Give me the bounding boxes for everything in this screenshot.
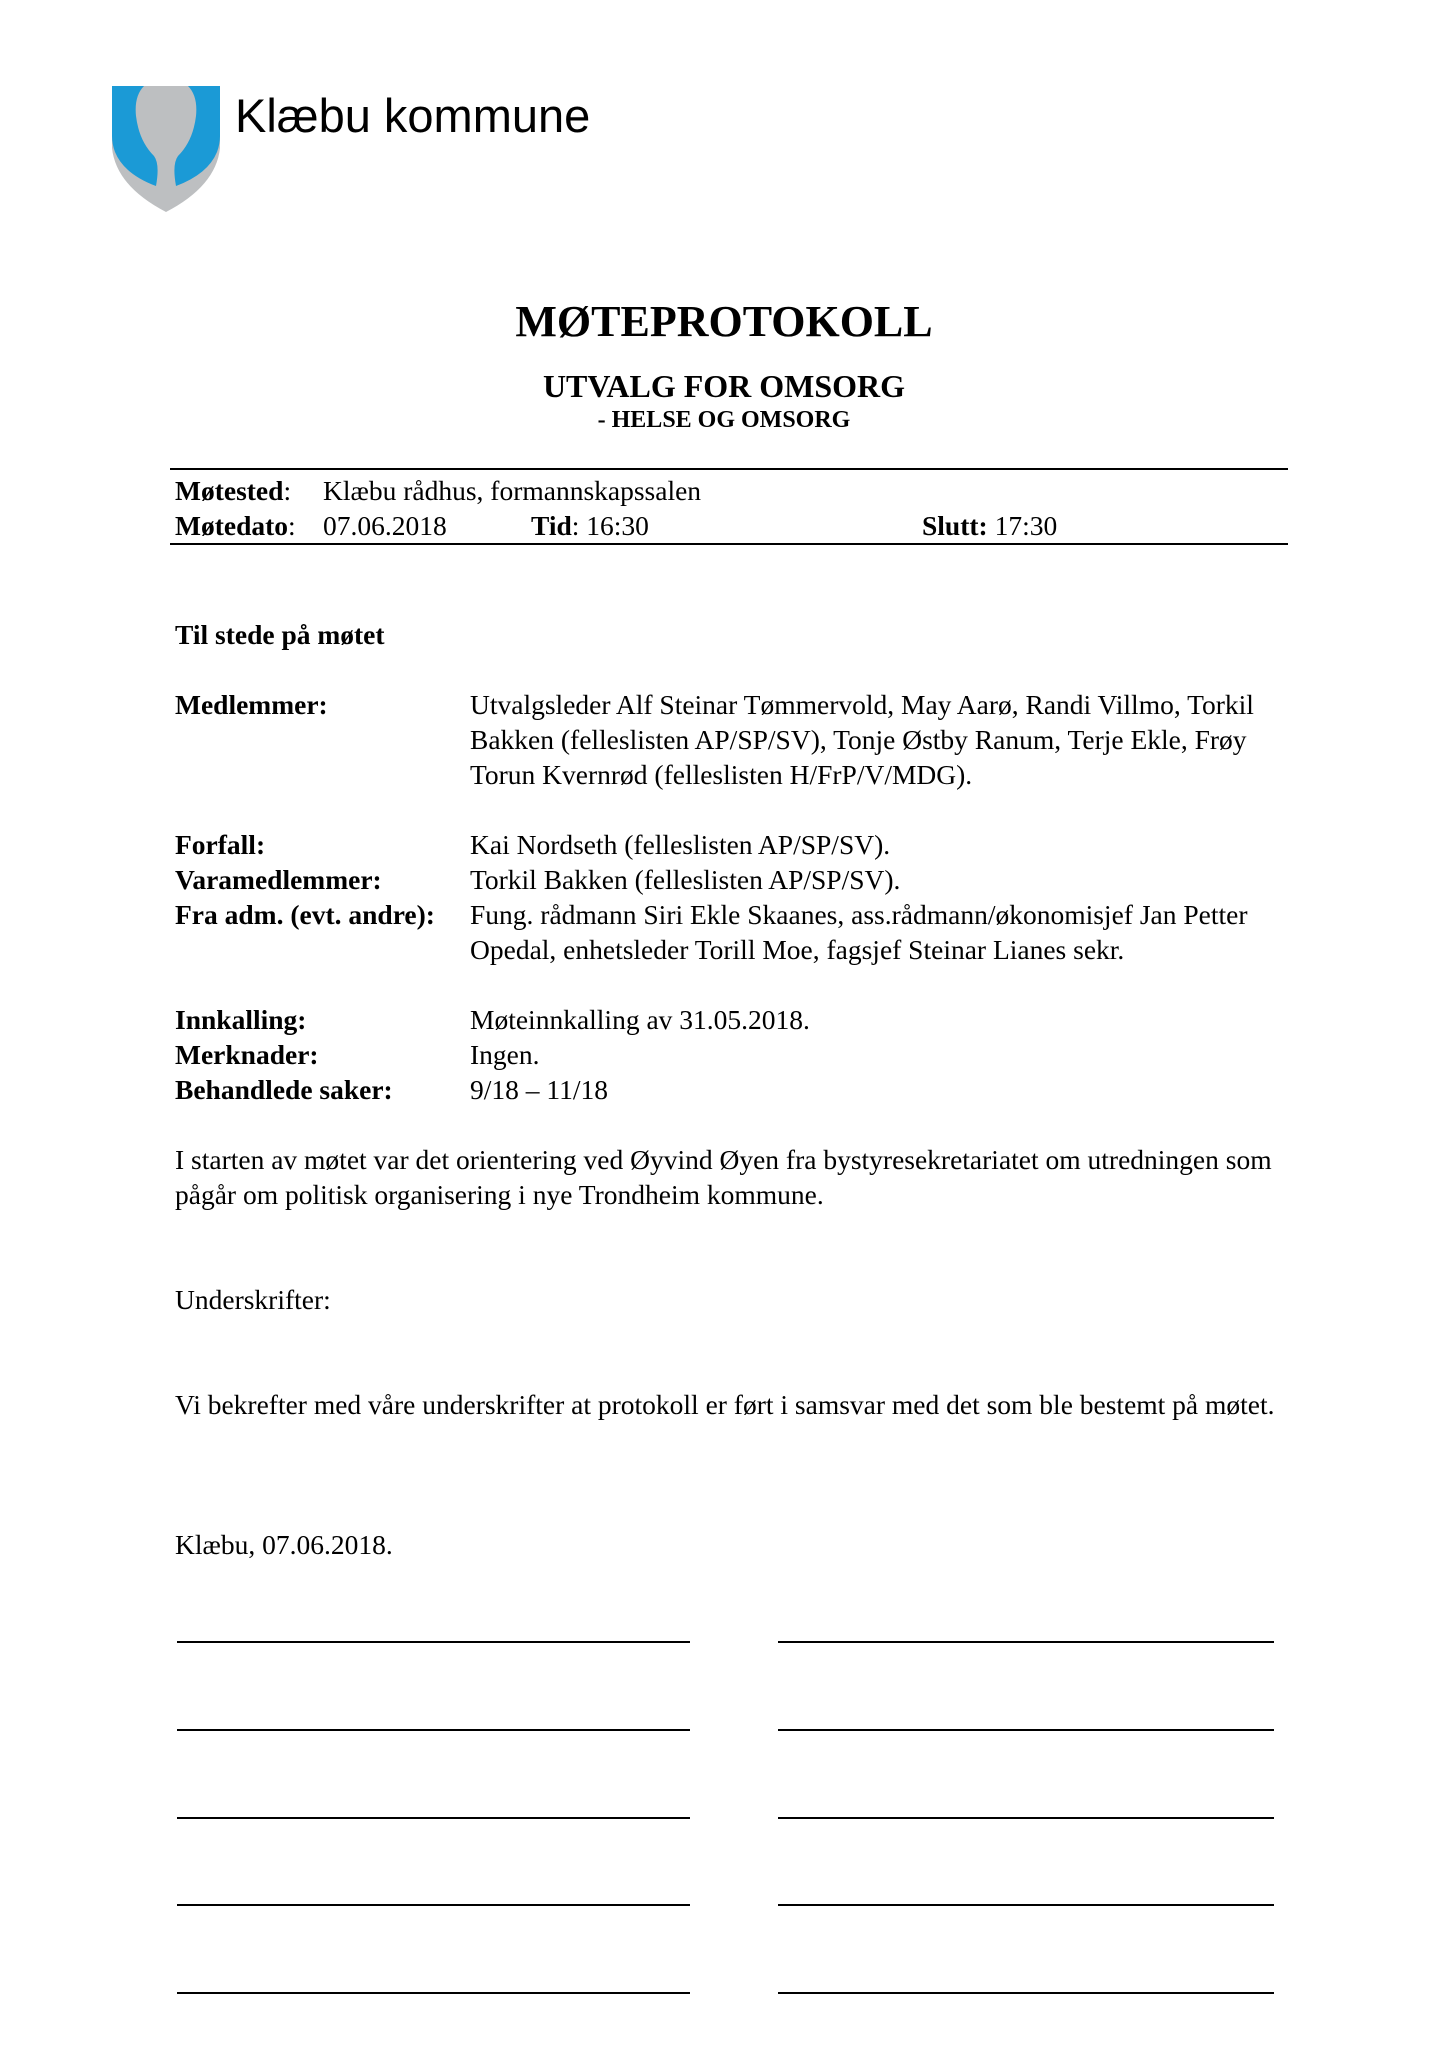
- signature-line: [177, 1729, 690, 1731]
- substitutes-label: Varamedlemmer:: [175, 864, 382, 895]
- signatures-heading: Underskrifter:: [175, 1284, 331, 1315]
- divider-top: [170, 468, 1288, 470]
- meeting-date-label: Møtedato:: [175, 510, 296, 541]
- meeting-end-label: Slutt:: [922, 510, 988, 541]
- signature-line: [778, 1817, 1274, 1819]
- confirmation-paragraph: Vi bekrefter med våre underskrifter at protokoll er ført i samsvar med det som ble bestemt på møtet.: [175, 1389, 1275, 1420]
- remarks-value: Ingen.: [470, 1039, 540, 1070]
- meeting-date-label-text: Møtedato: [175, 510, 289, 541]
- cases-value: 9/18 – 11/18: [470, 1074, 609, 1105]
- notice-value: Møteinnkalling av 31.05.2018.: [470, 1004, 810, 1035]
- intro-paragraph: I starten av møtet var det orientering ved Øyvind Øyen fra bystyresekretariatet om utredningen som pågår om politisk organisering i nye Trondheim kommune.: [175, 1144, 1272, 1210]
- absence-label: Forfall:: [175, 829, 266, 860]
- absence-value: Kai Nordseth (felleslisten AP/SP/SV).: [470, 829, 891, 860]
- remarks-label: Merknader:: [175, 1039, 319, 1070]
- attendance-heading: Til stede på møtet: [175, 619, 385, 650]
- committee-name: UTVALG FOR OMSORG: [542, 368, 906, 404]
- meeting-time-value: 16:30: [586, 510, 649, 541]
- meeting-place-label-text: Møtested: [175, 475, 284, 506]
- divider-bottom: [170, 543, 1288, 545]
- members-value: Utvalgsleder Alf Steinar Tømmervold, May Aarø, Randi Villmo, Torkil Bakken (felleslisten AP/SP/SV), Tonje Østby Ranum, Terje Ekle, Frøy Torun Kvernrød (felleslisten H/FrP/V/MDG).: [470, 689, 1254, 790]
- meeting-place-value: Klæbu rådhus, formannskapssalen: [323, 475, 702, 506]
- meeting-place-label: Møtested:: [175, 475, 292, 506]
- cases-label: Behandlede saker:: [175, 1074, 393, 1105]
- signature-line: [177, 1992, 690, 1994]
- signature-line: [778, 1992, 1274, 1994]
- signature-line: [177, 1641, 690, 1643]
- place-date: Klæbu, 07.06.2018.: [175, 1529, 393, 1560]
- signature-line: [778, 1729, 1274, 1731]
- document-title: MØTEPROTOKOLL: [515, 297, 933, 346]
- signature-line: [177, 1904, 690, 1906]
- meeting-end: [922, 508, 1057, 543]
- signature-line: [778, 1904, 1274, 1906]
- municipality-coat-of-arms: [112, 86, 220, 212]
- members-label: Medlemmer:: [175, 689, 328, 720]
- notice-label: Innkalling:: [175, 1004, 307, 1035]
- signature-line: [778, 1641, 1274, 1643]
- meeting-end-value: 17:30: [994, 510, 1058, 541]
- meeting-time: Tid: 16:30: [531, 510, 649, 541]
- meeting-time-label: Tid: [531, 510, 572, 541]
- municipality-name: Klæbu kommune: [235, 89, 591, 142]
- admin-label: Fra adm. (evt. andre):: [175, 899, 435, 930]
- substitutes-value: Torkil Bakken (felleslisten AP/SP/SV).: [470, 864, 901, 895]
- admin-value: Fung. rådmann Siri Ekle Skaanes, ass.rådmann/økonomisjef Jan Petter Opedal, enhetsleder Torill Moe, fagsjef Steinar Lianes sekr.: [470, 899, 1248, 965]
- meeting-date-value: 07.06.2018: [323, 510, 447, 541]
- committee-subtitle: - HELSE OG OMSORG: [597, 407, 851, 433]
- signature-line: [177, 1817, 690, 1819]
